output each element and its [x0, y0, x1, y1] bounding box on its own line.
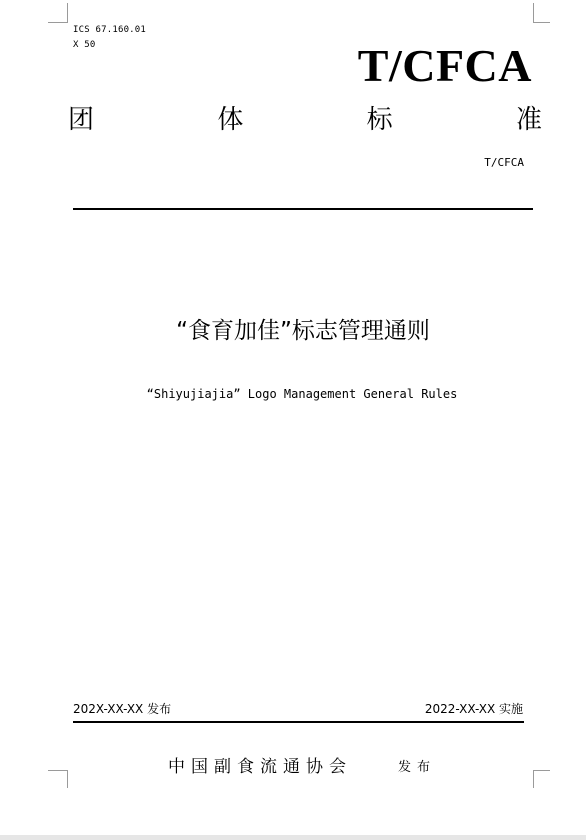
crop-mark-top-right-h: [534, 22, 550, 23]
publisher-name: 中国副食流通协会: [168, 757, 352, 777]
crop-mark-top-right: [533, 3, 534, 23]
crop-mark-bottom-right: [533, 770, 534, 788]
footer-divider: [73, 721, 524, 723]
crop-mark-top-left-h: [48, 22, 67, 23]
classification-code: X 50: [73, 40, 96, 50]
document-title-zh: “食育加佳”标志管理通则: [176, 318, 430, 344]
publish-label: 发布: [398, 760, 437, 775]
implementation-date: 2022-XX-XX 实施: [424, 702, 523, 716]
header-divider: [73, 208, 533, 210]
standard-type-char: 准: [515, 105, 542, 135]
crop-mark-top-left: [67, 3, 68, 23]
standard-type-char: 体: [217, 105, 244, 135]
standard-type: [68, 104, 542, 136]
standard-type-char: 团: [68, 105, 95, 135]
crop-mark-bottom-left-h: [48, 770, 67, 771]
crop-mark-bottom-right-h: [534, 770, 550, 771]
issue-date: 202X-XX-XX 发布: [73, 702, 172, 716]
standard-logo: T/CFCA: [357, 40, 532, 91]
ics-code: ICS 67.160.01: [73, 25, 147, 35]
crop-mark-bottom-left: [67, 770, 68, 788]
standard-number: T/CFCA: [484, 156, 524, 169]
document-title-en: “Shiyujiajia” Logo Management General Rules: [146, 387, 458, 401]
standard-type-char: 标: [366, 105, 393, 135]
